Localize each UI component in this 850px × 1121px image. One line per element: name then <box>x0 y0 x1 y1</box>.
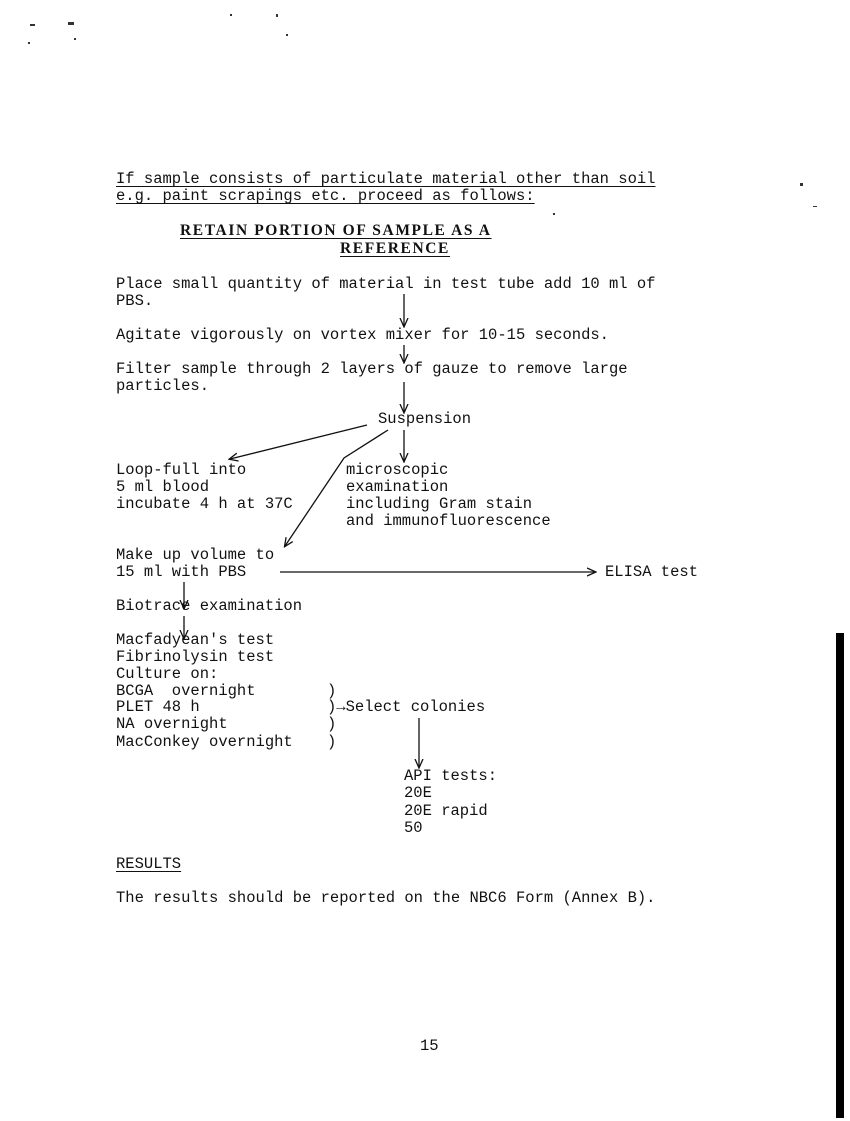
culture-media-name: NA overnight <box>116 715 228 733</box>
test-fibrinolysin: Fibrinolysin test <box>116 648 275 666</box>
step-agitate: Agitate vigorously on vortex mixer for 10-15 seconds. <box>116 326 609 344</box>
micro-line-2: examination <box>346 478 449 496</box>
step-filter-line-1: Filter sample through 2 layers of gauze to remove large <box>116 360 628 378</box>
biotrace-label: Biotrace examination <box>116 597 303 615</box>
api-line-1: API tests: <box>404 767 498 785</box>
arrow-suspension-to-makeup <box>285 430 388 546</box>
section-heading-line-2: REFERENCE <box>340 240 450 257</box>
culture-media-name: BCGA overnight <box>116 682 256 700</box>
makeup-line-1: Make up volume to <box>116 546 275 564</box>
results-text: The results should be reported on the NBC6 Form (Annex B). <box>116 889 656 907</box>
api-line-2: 20E <box>404 784 432 802</box>
results-heading: RESULTS <box>116 855 182 873</box>
step-place-line-1: Place small quantity of material in test tube add 10 ml of <box>116 275 656 293</box>
step-place-line-2: PBS. <box>116 292 154 310</box>
test-macfadyean: Macfadyean's test <box>116 631 275 649</box>
makeup-line-2: 15 ml with PBS <box>116 563 247 581</box>
loop-line-2: 5 ml blood <box>116 478 210 496</box>
loop-line-1: Loop-full into <box>116 461 247 479</box>
api-line-3: 20E rapid <box>404 802 488 820</box>
arrow-suspension-to-loop <box>230 425 367 459</box>
culture-media-bracket: ) <box>327 682 337 700</box>
elisa-label: ELISA test <box>605 563 699 581</box>
intro-line-2: e.g. paint scrapings etc. proceed as follows: <box>116 187 535 205</box>
micro-line-4: and immunofluorescence <box>346 512 551 530</box>
intro-line-1: If sample consists of particulate material other than soil <box>116 170 656 188</box>
micro-line-1: microscopic <box>346 461 449 479</box>
culture-media-name: MacConkey overnight <box>116 733 293 751</box>
loop-line-3: incubate 4 h at 37C <box>116 495 293 513</box>
page-number: 15 <box>420 1037 439 1055</box>
api-line-4: 50 <box>404 819 423 837</box>
culture-media-name: PLET 48 h <box>116 698 200 716</box>
select-colonies-label: )→Select colonies <box>327 698 486 716</box>
culture-label: Culture on: <box>116 665 219 683</box>
section-heading-line-1: RETAIN PORTION OF SAMPLE AS A <box>180 222 492 239</box>
micro-line-3: including Gram stain <box>346 495 533 513</box>
culture-media-bracket: ) <box>327 733 337 751</box>
culture-media-bracket: ) <box>327 715 337 733</box>
step-filter-line-2: particles. <box>116 377 210 395</box>
suspension-label: Suspension <box>378 410 472 428</box>
